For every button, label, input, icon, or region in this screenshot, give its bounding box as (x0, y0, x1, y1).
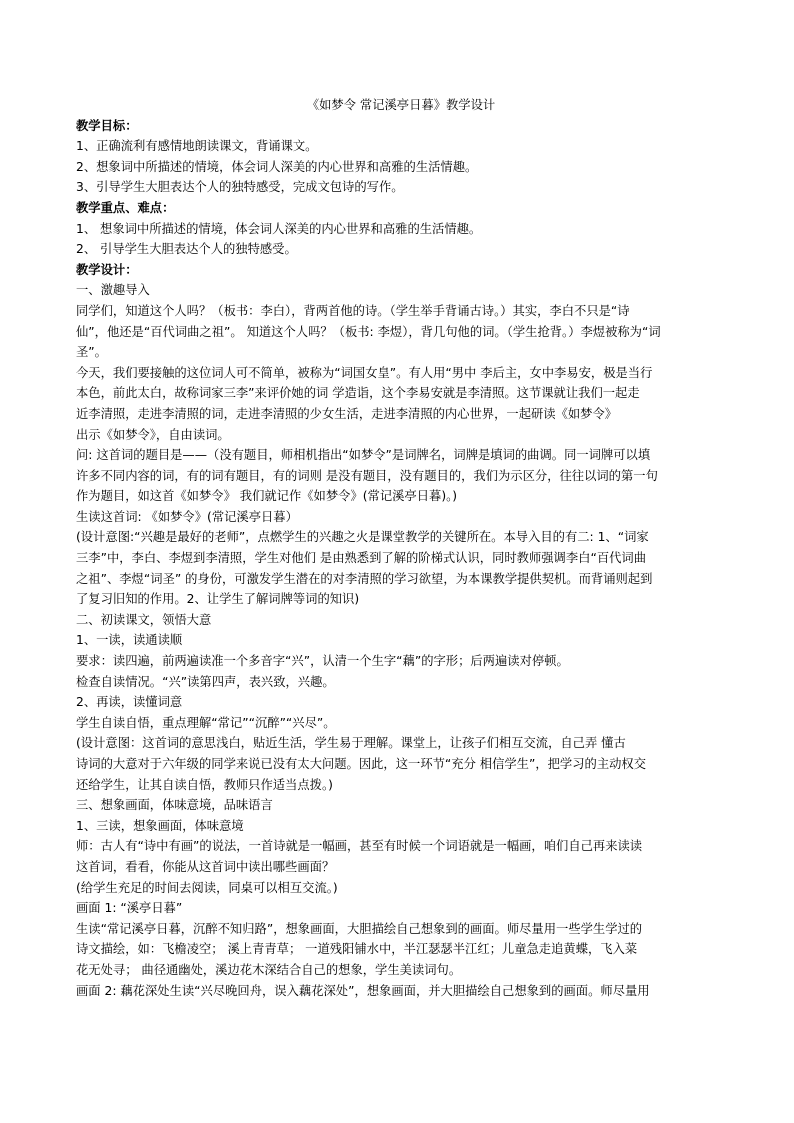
text-line: 生读“常记溪亭日暮，沉醉不知归路”，想象画面，大胆描绘自己想象到的画面。师尽量用一些学生学过的 (76, 921, 643, 936)
text-line: 2、想象词中所描述的情境，体会词人深美的内心世界和高雅的生活情趣。 (76, 159, 478, 174)
text-line: 1、一读，读通读顺 (76, 633, 183, 648)
text-line: 1、正确流利有感情地朗读课文，背诵课文。 (76, 139, 318, 154)
text-line: 2、再读，读懂词意 (76, 695, 183, 710)
text-line: 师：古人有“诗中有画”的说法，一首诗就是一幅画，甚至有时候一个词语就是一幅画，咱们自己再来读读 (76, 839, 643, 854)
text-line: 1、 想象词中所描述的情境，体会词人深美的内心世界和高雅的生活情趣。 (76, 221, 482, 236)
text-line: 近李清照，走进李清照的词，走进李清照的少女生活，走进李清照的内心世界，一起研读《如梦令》 (76, 406, 618, 421)
text-line: 圣”。 (76, 345, 107, 360)
text-line: 画面 1: “溪亭日暮” (76, 901, 183, 916)
text-line: 同学们，知道这个人吗？（板书：李白），背两首他的诗。（学生举手背诵古诗。）其实，李白不只是“诗 (76, 303, 630, 318)
text-line: 检查自读情况。“兴”读第四声，表兴致，兴趣。 (76, 674, 335, 689)
text-line: 之祖”、李煜“词圣” 的身份，可激发学生潜在的对李清照的学习欲望，为本课教学提供契机。而背诵则起到 (76, 571, 653, 586)
section-heading: 教学设计： (76, 262, 138, 277)
text-line: 出示《如梦令》，自由读词。 (76, 427, 230, 442)
text-line: 这首词，看看，你能从这首词中读出哪些画面？ (76, 859, 335, 874)
text-line: 本色，前此太白，故称词家三李”来评价她的词 学造诣，这个李易安就是李清照。这节课就让我们一起走 (76, 386, 640, 401)
text-line: 生读这首词: 《如梦令》(常记溪亭日暮） (76, 509, 298, 524)
text-line: 诗词的大意对于六年级的同学来说已没有太大问题。因此，这一环节“充分 相信学生”，把学习的主动权交 (76, 757, 647, 771)
text-line: 一、激趣导入 (76, 283, 150, 298)
text-line: 三、想象画面，体味意境，品味语言 (76, 798, 273, 813)
text-line: 许多不同内容的词，有的词有题目，有的词则 是没有题目，没有题目的，我们为示区分，往往以词的第一句 (76, 468, 658, 483)
text-line: 学生自读自悟，重点理解“常记”“沉醉”“兴尽”。 (76, 715, 336, 730)
text-line: 1、三读，想象画面，体味意境 (76, 818, 244, 833)
text-line: 仙”，他还是“百代词曲之祖”。 知道这个人吗？（板书: 李煜），背几句他的词。（学生抢背。）李煜被称为“词 (76, 324, 661, 339)
section-heading: 教学重点、难点： (76, 200, 175, 215)
section-heading: 教学目标： (76, 118, 138, 133)
text-line: 了复习旧知的作用。2、让学生了解词牌等词的知识) (76, 592, 360, 607)
text-line: 作为题目，如这首《如梦令》 我们就记作《如梦令》(常记溪亭日暮)。) (76, 489, 458, 504)
document-title: 《如梦令 常记溪亭日暮》教学设计 (306, 98, 496, 112)
text-line: (给学生充足的时间去阅读，同桌可以相互交流。) (76, 880, 338, 895)
text-line: 要求：读四遍，前两遍读准一个多音字“兴”，认清一个生字“藕”的字形；后两遍读对停顿。 (76, 654, 569, 669)
text-line: 今天，我们要接触的这位词人可不简单，被称为“词国女皇”。有人用“男中 李后主，女中李易安，极是当行 (76, 365, 653, 380)
text-line: 诗文描绘，如：飞檐凌空； 溪上青青草； 一道残阳铺水中，半江瑟瑟半江红；儿童急走追黄蝶，飞入菜 (76, 942, 638, 957)
document-body (76, 116, 726, 1002)
text-line: 二、初读课文，领悟大意 (76, 612, 212, 627)
text-line: (设计意图:“兴趣是最好的老师”，点燃学生的兴趣之火是课堂教学的关键所在。本导入目的有二: 1、“词家 (76, 530, 649, 545)
text-line: 2、 引导学生大胆表达个人的独特感受。 (76, 242, 297, 257)
text-line: 画面 2: 藕花深处生读“兴尽晚回舟，误入藕花深处”，想象画面，并大胆描绘自己想象到的画面。师尽量用 (76, 983, 650, 998)
text-line: 三李”中，李白、李煜到李清照，学生对他们 是由熟悉到了解的阶梯式认识，同时教师强调李白“百代词曲 (76, 551, 647, 566)
text-line: 花无处寻； 曲径通幽处，溪边花木深结合自己的想象，学生美读词句。 (76, 962, 462, 977)
text-line: 还给学生，让其自读自悟，教师只作适当点拨。) (76, 777, 333, 792)
text-line: 3、引导学生大胆表达个人的独特感受，完成文包诗的写作。 (76, 180, 404, 195)
text-line: 问: 这首词的题目是——（没有题目，师相机指出“如梦令”是词牌名，词牌是填词的曲调。同一词牌可以填 (76, 448, 651, 463)
document-page (76, 95, 726, 1001)
text-line: (设计意图：这首词的意思浅白，贴近生活，学生易于理解。课堂上，让孩子们相互交流，自己弄 懂古 (76, 736, 626, 751)
